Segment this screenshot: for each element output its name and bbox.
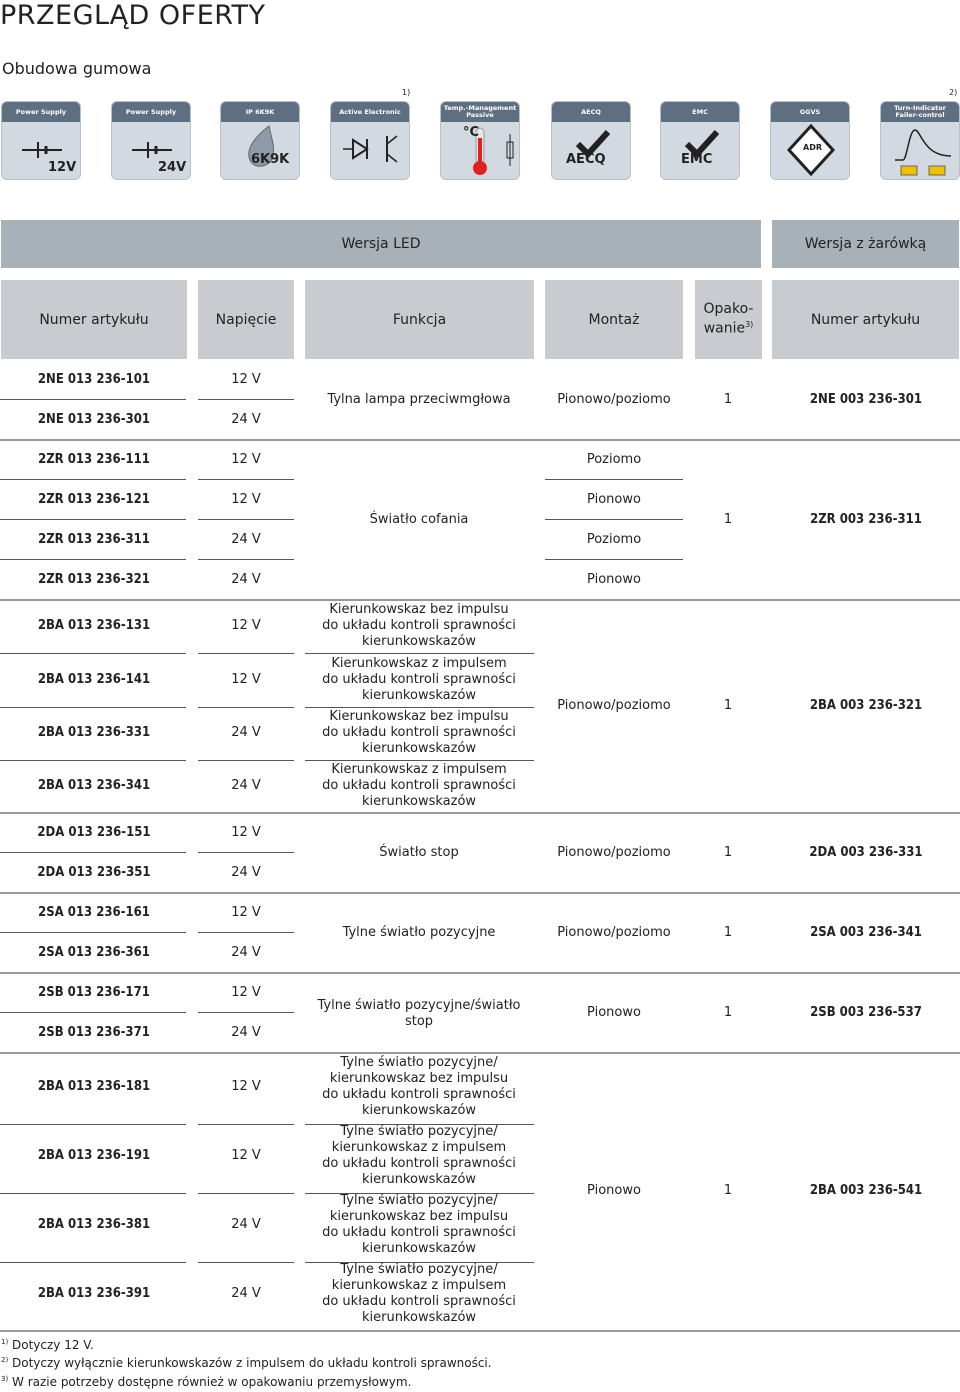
icon-caption: ADR <box>803 143 822 152</box>
footnote-2: $^{2)}$ Dotyczy wyłącznie kierunkowskazów z impulsem do układu kontroli sprawności. <box>1 1356 492 1370</box>
group-2zr-function: Światło cofania <box>369 512 469 527</box>
row-2ba-331-function: Kierunkowskaz bez impulsu do układu kontroli sprawności kierunkowskazów <box>322 709 516 756</box>
row-divider <box>0 1012 186 1013</box>
row-2zr-121-mounting: Pionowo <box>587 492 641 507</box>
row-2sa-361-article: 2SA 013 236-361 <box>38 945 150 960</box>
row-2ba-131-voltage: 12 V <box>231 618 261 633</box>
row-2ba-341-voltage: 24 V <box>231 778 261 793</box>
group-2ba-1-bulb-article: 2BA 003 236-321 <box>809 698 923 713</box>
led-version-header: Wersja LED <box>1 220 761 268</box>
page-subtitle: Obudowa gumowa <box>2 59 152 78</box>
group-2sb-function: Tylne światło pozycyjne/światło stop <box>317 998 521 1029</box>
group-2ba-2-packaging: 1 <box>723 1183 733 1198</box>
row-divider <box>198 1124 294 1125</box>
row-2ba-331-article: 2BA 013 236-331 <box>37 725 151 740</box>
col-voltage: Napięcie <box>198 280 294 359</box>
group-2zr-bulb-article: 2ZR 003 236-311 <box>810 512 922 527</box>
group-2zr-packaging: 1 <box>723 512 733 527</box>
row-2ne-301-article: 2NE 013 236-301 <box>37 412 151 427</box>
row-divider <box>545 479 683 480</box>
row-2sb-171-voltage: 12 V <box>231 985 261 1000</box>
row-2ba-141-article: 2BA 013 236-141 <box>37 672 151 687</box>
row-2ba-141-voltage: 12 V <box>231 672 261 687</box>
row-divider <box>0 399 186 400</box>
row-2ba-381-function: Tylne światło pozycyjne/ kierunkowskaz bez impulsu do układu kontroli sprawności kierunkowskazów <box>322 1193 516 1256</box>
group-2sa-function: Tylne światło pozycyjne <box>342 925 496 940</box>
group-2da-bulb-article: 2DA 003 236-331 <box>809 845 923 860</box>
row-2ne-101-voltage: 12 V <box>231 372 261 387</box>
row-2zr-311-mounting: Poziomo <box>586 532 642 547</box>
active-electronic-icon <box>330 101 410 180</box>
icon-label: Active Electronic <box>331 102 409 122</box>
footnote-3: $^{3)}$ W razie potrzeby dostępne również w opakowaniu przemysłowym. <box>1 1375 412 1389</box>
row-2ba-341-article: 2BA 013 236-341 <box>37 778 151 793</box>
bulb-version-header: Wersja z żarówką <box>772 220 959 268</box>
row-2ne-301-voltage: 24 V <box>231 412 261 427</box>
row-2ba-391-article: 2BA 013 236-391 <box>37 1286 151 1301</box>
footnote-mark-1: 1) <box>402 88 411 97</box>
row-divider <box>0 760 186 761</box>
group-2ne-packaging: 1 <box>723 392 733 407</box>
row-2ne-101-article: 2NE 013 236-101 <box>37 372 151 387</box>
row-divider <box>198 559 294 560</box>
row-2ba-391-voltage: 24 V <box>231 1286 261 1301</box>
row-2sb-171-article: 2SB 013 236-171 <box>38 985 150 1000</box>
row-2ba-131-article: 2BA 013 236-131 <box>37 618 151 633</box>
row-2zr-121-article: 2ZR 013 236-121 <box>38 492 150 507</box>
icon-caption: 12V <box>48 160 77 175</box>
power-supply-12v-icon <box>1 101 81 180</box>
icon-caption: EMC <box>681 152 713 167</box>
row-divider <box>198 519 294 520</box>
group-2sb-mounting: Pionowo <box>587 1005 641 1020</box>
row-divider <box>0 559 186 560</box>
row-divider <box>545 519 683 520</box>
row-2zr-111-article: 2ZR 013 236-111 <box>38 452 150 467</box>
row-2ba-191-function: Tylne światło pozycyjne/ kierunkowskaz z impulsem do układu kontroli sprawności kierunkowskazów <box>322 1124 516 1187</box>
row-2sa-161-article: 2SA 013 236-161 <box>38 905 150 920</box>
group-2ba-2-mounting: Pionowo <box>587 1183 641 1198</box>
ggvs-adr-icon <box>770 101 850 180</box>
group-2sb-packaging: 1 <box>723 1005 733 1020</box>
group-2sa-packaging: 1 <box>723 925 733 940</box>
row-divider <box>0 1330 960 1332</box>
row-divider <box>0 812 960 814</box>
icon-label: Temp.-Management Passive <box>441 102 519 122</box>
icon-caption: 24V <box>158 160 187 175</box>
col-article-number: Numer artykułu <box>1 280 187 359</box>
row-2ba-381-article: 2BA 013 236-381 <box>37 1217 151 1232</box>
temp-management-icon <box>440 101 520 180</box>
row-2zr-311-article: 2ZR 013 236-311 <box>38 532 150 547</box>
row-2zr-321-article: 2ZR 013 236-321 <box>38 572 150 587</box>
icon-label: Power Supply <box>2 102 80 122</box>
row-2ba-141-function: Kierunkowskaz z impulsem do układu kontroli sprawności kierunkowskazów <box>322 656 516 703</box>
row-2zr-321-mounting: Pionowo <box>587 572 641 587</box>
col-article-number-bulb: Numer artykułu <box>772 280 959 359</box>
row-divider <box>0 852 186 853</box>
group-2ne-function: Tylna lampa przeciwmgłowa <box>327 392 511 407</box>
row-divider <box>0 439 960 441</box>
footnote-mark-2: 2) <box>949 88 958 97</box>
row-divider <box>198 1193 294 1194</box>
row-divider <box>198 1262 294 1263</box>
row-divider <box>0 972 960 974</box>
group-2ne-bulb-article: 2NE 003 236-301 <box>809 392 923 407</box>
row-2da-151-voltage: 12 V <box>231 825 261 840</box>
icon-label: EMC <box>661 102 739 122</box>
footnote-1: $^{1)}$ Dotyczy 12 V. <box>1 1338 94 1352</box>
group-2sa-mounting: Pionowo/poziomo <box>557 925 671 940</box>
row-divider <box>198 479 294 480</box>
row-2zr-111-mounting: Poziomo <box>586 452 642 467</box>
group-2da-function: Światło stop <box>379 845 459 860</box>
col-function: Funkcja <box>305 280 534 359</box>
row-2ba-181-article: 2BA 013 236-181 <box>37 1079 151 1094</box>
row-divider <box>198 653 294 654</box>
row-divider <box>0 707 186 708</box>
row-2da-151-article: 2DA 013 236-151 <box>37 825 151 840</box>
col-mounting: Montaż <box>545 280 683 359</box>
row-2sa-361-voltage: 24 V <box>231 945 261 960</box>
row-2sb-371-article: 2SB 013 236-371 <box>38 1025 150 1040</box>
row-divider <box>198 932 294 933</box>
row-divider <box>0 1262 186 1263</box>
row-divider <box>0 1193 186 1194</box>
row-2sa-161-voltage: 12 V <box>231 905 261 920</box>
icon-label: Turn-Indicator Failer-control <box>881 102 959 122</box>
row-2ba-181-voltage: 12 V <box>231 1079 261 1094</box>
row-divider <box>0 479 186 480</box>
group-2ba-1-packaging: 1 <box>723 698 733 713</box>
icon-caption: 6K9K <box>251 152 290 167</box>
row-2ba-191-voltage: 12 V <box>231 1148 261 1163</box>
row-divider <box>0 932 186 933</box>
row-2da-351-voltage: 24 V <box>231 865 261 880</box>
row-2ba-181-function: Tylne światło pozycyjne/ kierunkowskaz bez impulsu do układu kontroli sprawności kierunkowskazów <box>322 1055 516 1118</box>
row-divider <box>0 1124 186 1125</box>
group-2da-mounting: Pionowo/poziomo <box>557 845 671 860</box>
row-divider <box>198 760 294 761</box>
row-divider <box>198 707 294 708</box>
emc-icon <box>660 101 740 180</box>
group-2sb-bulb-article: 2SB 003 236-537 <box>810 1005 922 1020</box>
icon-label: AECQ <box>552 102 630 122</box>
icon-caption: °C <box>463 125 480 140</box>
row-divider <box>198 1012 294 1013</box>
ip-6k9k-icon <box>220 101 300 180</box>
row-2zr-121-voltage: 12 V <box>231 492 261 507</box>
row-2ba-341-function: Kierunkowskaz z impulsem do układu kontroli sprawności kierunkowskazów <box>322 762 516 809</box>
power-supply-24v-icon <box>111 101 191 180</box>
row-2ba-381-voltage: 24 V <box>231 1217 261 1232</box>
turn-indicator-icon <box>880 101 960 180</box>
page-title: PRZEGLĄD OFERTY <box>0 0 266 31</box>
icon-label: IP 6K9K <box>221 102 299 122</box>
row-divider <box>0 892 960 894</box>
row-2zr-321-voltage: 24 V <box>231 572 261 587</box>
row-divider <box>0 653 186 654</box>
icon-label: GGVS <box>771 102 849 122</box>
icon-label: Power Supply <box>112 102 190 122</box>
aecq-icon <box>551 101 631 180</box>
row-2zr-311-voltage: 24 V <box>231 532 261 547</box>
group-2sa-bulb-article: 2SA 003 236-341 <box>810 925 922 940</box>
row-2ba-391-function: Tylne światło pozycyjne/ kierunkowskaz z impulsem do układu kontroli sprawności kierunkowskazów <box>322 1262 516 1325</box>
row-2sb-371-voltage: 24 V <box>231 1025 261 1040</box>
row-divider <box>545 559 683 560</box>
group-2ne-mounting: Pionowo/poziomo <box>557 392 671 407</box>
row-2ba-191-article: 2BA 013 236-191 <box>37 1148 151 1163</box>
row-divider <box>0 519 186 520</box>
row-2da-351-article: 2DA 013 236-351 <box>37 865 151 880</box>
group-2ba-1-mounting: Pionowo/poziomo <box>557 698 671 713</box>
group-2da-packaging: 1 <box>723 845 733 860</box>
icon-caption: AECQ <box>566 152 606 167</box>
col-packaging: Opako-wanie$^{3)}$ <box>695 280 762 359</box>
row-divider <box>198 852 294 853</box>
group-2ba-2-bulb-article: 2BA 003 236-541 <box>809 1183 923 1198</box>
row-2ba-331-voltage: 24 V <box>231 725 261 740</box>
row-divider <box>198 399 294 400</box>
row-2zr-111-voltage: 12 V <box>231 452 261 467</box>
row-2ba-131-function: Kierunkowskaz bez impulsu do układu kontroli sprawności kierunkowskazów <box>322 602 516 649</box>
